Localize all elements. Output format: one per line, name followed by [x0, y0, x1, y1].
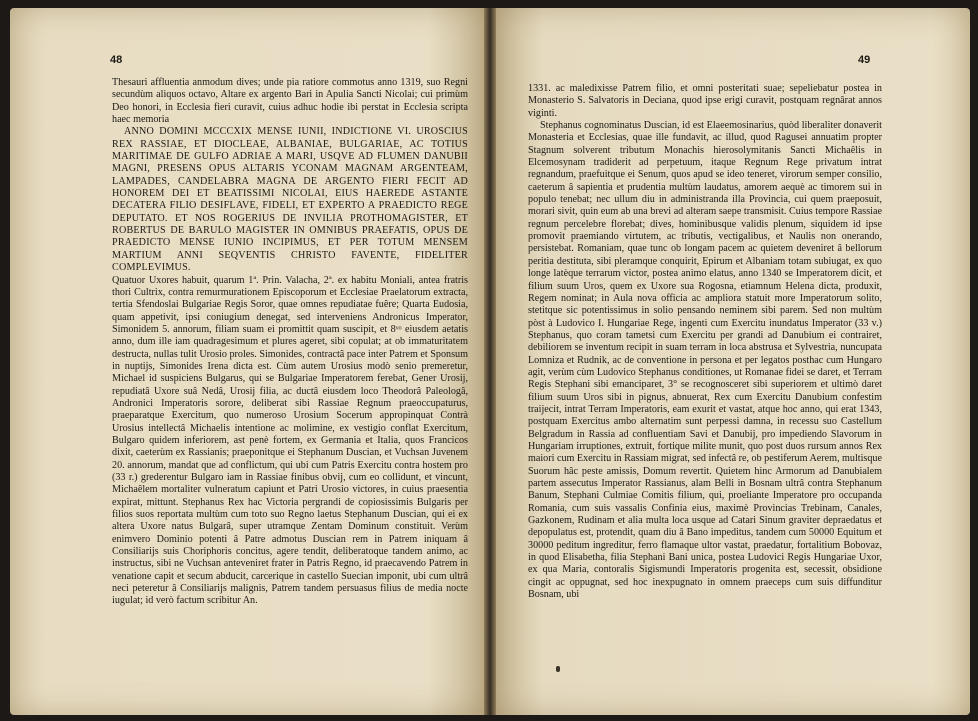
- right-page: [496, 8, 970, 715]
- page-text: [528, 83, 882, 601]
- page-number: 49: [858, 54, 871, 66]
- page-number: 48: [110, 54, 123, 66]
- paragraph: Quatuor Uxores habuit, quarum 1ª. Prin. Valacha, 2ª. ex habitu Moniali, antea fratris thori Cultrix, contra remurmurationem Episcoporum et Ecclesiae Praelatorum extracta, tertia Sfendoslai Bulgariae Regis Soror, quae omnes repudiatae fuêre; Quarta Eudosia, quam appetivit, ipsi coniugium denegat, sed interveniens Andronicus Imperator, Simonidem 5. annorum, filiam suam ei promittit quam suscipit, et 8ᵛᵒ eiusdem aetatis anno, dum ille iam quadragesimum et plures ageret, sibi copulat; at ob immaturitatem destructa, nullas tulit Urosio proles. Simonides, contractâ pace inter Patrem et Sponsum in nuptijs, Simonides Irena dicta est. Cùm autem Urosius modò senio premeretur, Michael id suspiciens Bulgarus, qui se Bulgariae Imperatorem ferebat, Gener Urosij, repudiatâ Uxore suâ Nedâ, Urosij filia, ac ductâ eiusdem loco Theodorâ Paleologâ, Andronici Imperatoris sorore, deliberat sibi Rassiae Regnum praeoccupaturus, praeparatque Exercitum, quo numeroso Urosium Socerum appropinquat Contrà Urosius intellectâ Michaelis intentione ac molimine, ex vestigio conflat Exercitum, Bulgaro quidem inferiorem, ast penè fortem, ex Germania et Italia, quos Francicos dixit, caeterùm ex Rassianis; praeponitque ei Stephanum Duscian, et Vuchsan Juvenem 20. annorum, mandat que ad conflictum, qui ubi cum Patris Exercitu contra hostem pro (33 r.) grederentur Bulgaro iam in Rassiae finibus obvij, cum eo collidunt, et vincunt, Michaêlem mortaliter vulneratum capiunt et Patri Urosio victores, in cuius praesentia expirat, mittunt. Stephanus Rex hac Victoria pergrandi de copiosissimis Bulgaris per filios suos reportata multùm cum toto suo Regno laetus Stephanum Duscian, qui ei ex altera Uxore natus Bulgarâ, super utramque Zentam Dominum constituit. Verùm enimvero Dominio potenti â Patre admotus Duscian rem in Patrem iniquam â Consiliarijs suis Choriphoris concitus, agere tendit, deliberatoque tandem animo, ac instructus, sibi ne Vuchsan anteveniret frater in Patris Regno, id praecavendo Patrem in venatione capit et secum abducit, carcerique in castello Suecian imponit, ubi cum ultrâ neci peteretur â Consiliarijs malignis, Patrem tandem persuasus filius de media nocte iugulat; id verò factum scribitur An.: [112, 274, 468, 607]
- paragraph: Thesauri affluentia anmodum dives; unde pia ratiore commotus anno 1319, suo Regni secundùm aliquos octavo, Altare ex argento Bari in Apulia Sancti Nicolai; cui primùm Deo honori, in Ecclesia fieri curavit, cuius adhuc hodie ibi perstat in Ecclesia scripta haec memoria: [112, 77, 468, 126]
- paragraph: 1331. ac maledixisse Patrem filio, et omni posteritati suae; sepeliebatur postea in Monasterio S. Salvatoris in Deciana, quod ipse erigi curavit, postquam regnârat annos viginti.: [528, 83, 882, 119]
- left-page: [10, 8, 484, 715]
- book-gutter: [484, 8, 496, 715]
- paragraph: Stephanus cognominatus Duscian, id est Elaeemosinarius, quòd liberaliter donaverit Monasteria et Ecclesias, quae ille fundavit, ac illud, quod Ragusei annuatim propter Stagnum solverent tributum Monachis hierosolymitanis Sancti Michaêlis in Elcemosynam tradiderit ad perpetuum, itaque Regnum Rege privatum intrat regnandum, praefuitque ei Senum, quos apud se ideo teneret, virorum semper consilio, caeterum â sapientia et prudentia multùm laudatus, amorem aequè ac timorem sui in populo tenebat; nec ullum diu in administranda illa Provincia, cui quem praeposuit, morari sivit, quin eum ab una brevi ad alteram saepe transmisit. Cuius tempore Rassiae regnum percelebre florebat; dives, hominibusque validis plenum, siquidem id ipse promovit praemiando virtutem, ac tributis, vectigalibus, et Naulis non onerando, persistebat. Romaniam, quae tunc ob longam pacem ac quietem deveniret â bellorum peritia destituta, sibi pleramque conquirit, Epirum et Albaniam totam subiugat, ex quo longe latèque terrarum victor, postea animo elatus, anno 1340 se Imperatorem dicit, et filium suum Uros, quem ex Uxore sua Rogosna, etiamnum Helena dicta, produxit, Regem nominat; in Aula nova officia ac ampliora statuit more Imperatorum solito, stetitque sic potentissimus in solio pensando neminem sibi parem. Sed non multùm pòst à Ludovico I. Hungariae Rege, ingenti cum Exercitu inundatus Imperator (33 v.) Stephanus, quo coram tametsi cum Exercitu per grandi ad Danubium ei contrairet, debiliorem se inventum recipit in suam terram in loca abstrusa et Sylvestria, nuncupata Lomniza et Rudnik, ac de conventione in persona et per legatos posthac cum Hungaro agit, verùm cùm Ludovico Stephanus conditiones, ut Romanae fidei se daret, et Terram Regis Stephani sibi emanciparet, 3° se recognosceret sibi superiorem et ultimò daret filium suum Uros sibi in pignus, abnuerat, Rex cum Exercitu Danubium confestim traijecit, intrat Terram Imperatoris, eam exurit et vastat, atque hoc anno, qui erat 1343, postquam Exercitus ambo alternatim sunt perpessi damna, in recessu suo Castellum Belgradum in Rassia ad confluentiam Savi et Danubij, pro impediendo Slavorum in Hungariam irruptiones, extruit, fortique milite munit, quo post duos rursum annos Rex maiori cum Exercitu in Rassiam migrat, sed infectâ re, ob pestiferum Aerem, multisque Suorum hâc peste amissis, Domum revertit. Quietem hinc Armorum ad Danubialem partem assecutus Imperator Rassianus, alam Belli in Bosnam ultrâ contra Stephanum Banum, Stephani Culmiae Comitis filium, qui, proeliante Imperatore pro occupanda Romania, cum suis vassalis Confinia eius, maximè Provincias Trebinam, Canales, Gazkonem, Rudinam et alia multa loca usque ad Catari Sinum graviter depraedatus et depopulatus est, protendit, quam diu â Bano impeditus, tandem cum 50000 Equitum et 30000 peditum ingreditur, ferro flamaque ultor vastat, praedatur, fortalitium Bobovaz, in quod Elisabetha, filia Stephani Bani unica, postea Ludovici Regis Hungariae Uxor, ex qua Maria, contoralis Sigismundi Imperatoris progenita est, secessit, obsidione cingit ac oppugnat, sed hoc inexpugnato in omnem praeceps cum suis diffunditur Bosnam, ubi: [528, 120, 882, 601]
- ink-mark: [556, 666, 560, 672]
- inscription-paragraph: ANNO DOMINI MCCCXIX MENSE IUNII, INDICTIONE VI. UROSCIUS REX RASSIAE, ET DIOCLEAE, ALBANIAE, BULGARIAE, AC TOTIUS MARITIMAE DE GULFO ADRIAE A MARI, USQVE AD FLUMEN DANUBII MAGNI, PRESENS OPUS ALTARIS YCONAM MAGNAM ARGENTEAM, LAMPADES, CANDELABRA MAGNA DE ARGENTO FIERI FECIT AD HONOREM DEI ET BEATISSIMI NICOLAI, EIUS HAEREDE ASTANTE DECATERA FILIO DESIFLAVE, FIDELI, ET EXPERTO A PRAEDICTO REGE DEPUTATO. ET NOS ROGERIUS DE INVILIA PROTHOMAGISTER, ET ROBERTUS DE BARULO MAGISTER IN OMNIBUS PRAEFATIS, OPUS DE PRAEDICTO MENSE IUNIO INCIPIMUS, ET PER TOTUM MENSEM MARTIUM ANNI SEQVENTIS CHRISTO FAVENTE, FIDELITER COMPLEVIMUS.: [112, 126, 468, 274]
- page-text: [112, 77, 468, 608]
